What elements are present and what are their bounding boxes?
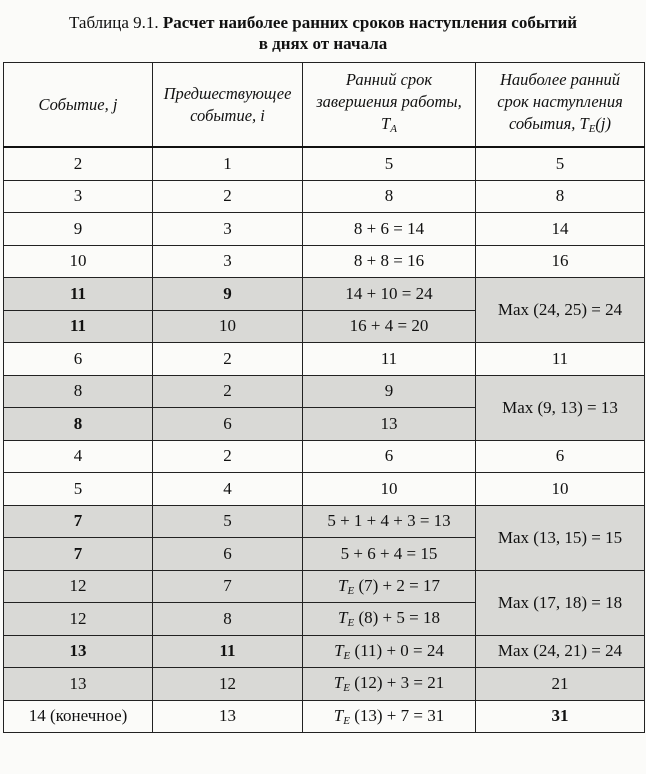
header-row [4, 63, 645, 148]
table-row [4, 668, 645, 701]
table-row [4, 278, 645, 311]
cell-predecessor: 5 [153, 505, 303, 538]
table-row [4, 440, 645, 473]
cell-predecessor: 6 [153, 538, 303, 571]
cell-predecessor: 13 [153, 700, 303, 733]
cell-predecessor: 9 [153, 278, 303, 311]
cell-early-finish: $T_E$ (13) + 7 = 31 [303, 700, 476, 733]
schedule-table [3, 62, 645, 733]
cell-event: 12 [4, 570, 153, 603]
cell-early-finish: 9 [303, 375, 476, 408]
table-row [4, 570, 645, 603]
cell-event: 7 [4, 538, 153, 571]
cell-event: 11 [4, 278, 153, 311]
cell-earliest-time: 31 [476, 700, 645, 733]
cell-predecessor: 8 [153, 603, 303, 636]
header-event: Событие, j [4, 63, 153, 148]
cell-predecessor: 7 [153, 570, 303, 603]
cell-early-finish: 5 + 6 + 4 = 15 [303, 538, 476, 571]
cell-event: 4 [4, 440, 153, 473]
cell-predecessor: 2 [153, 343, 303, 376]
cell-event: 2 [4, 147, 153, 180]
cell-predecessor: 6 [153, 408, 303, 441]
cell-earliest-time: 6 [476, 440, 645, 473]
cell-earliest-time: Max (17, 18) = 18 [476, 570, 645, 635]
cell-early-finish: 10 [303, 473, 476, 506]
cell-earliest-time: 16 [476, 245, 645, 278]
cell-event: 13 [4, 635, 153, 668]
cell-early-finish: 5 [303, 147, 476, 180]
header-predecessor: Предшествующее событие, i [153, 63, 303, 148]
table-row [4, 635, 645, 668]
cell-earliest-time: 14 [476, 213, 645, 246]
table-row [4, 473, 645, 506]
cell-early-finish: 8 + 6 = 14 [303, 213, 476, 246]
cell-predecessor: 2 [153, 375, 303, 408]
cell-event: 11 [4, 310, 153, 343]
cell-predecessor: 12 [153, 668, 303, 701]
table-row [4, 505, 645, 538]
cell-predecessor: 10 [153, 310, 303, 343]
table-row [4, 213, 645, 246]
cell-early-finish: 8 [303, 180, 476, 213]
cell-predecessor: 3 [153, 245, 303, 278]
cell-early-finish: 6 [303, 440, 476, 473]
cell-early-finish: 16 + 4 = 20 [303, 310, 476, 343]
cell-early-finish: $T_E$ (8) + 5 = 18 [303, 603, 476, 636]
table-row [4, 375, 645, 408]
cell-predecessor: 11 [153, 635, 303, 668]
table-row [4, 343, 645, 376]
cell-event: 6 [4, 343, 153, 376]
cell-early-finish: 11 [303, 343, 476, 376]
table-row [4, 147, 645, 180]
cell-earliest-time: Max (13, 15) = 15 [476, 505, 645, 570]
cell-event: 8 [4, 375, 153, 408]
cell-early-finish: $T_E$ (11) + 0 = 24 [303, 635, 476, 668]
cell-event: 5 [4, 473, 153, 506]
cell-earliest-time: Max (9, 13) = 13 [476, 375, 645, 440]
cell-earliest-time: 8 [476, 180, 645, 213]
cell-predecessor: 1 [153, 147, 303, 180]
cell-early-finish: 13 [303, 408, 476, 441]
cell-early-finish: 14 + 10 = 24 [303, 278, 476, 311]
caption-prefix: Таблица 9.1. [68, 13, 159, 32]
cell-early-finish: $T_E$ (7) + 2 = 17 [303, 570, 476, 603]
caption-title-line2: в днях от начала [258, 34, 388, 53]
cell-predecessor: 2 [153, 440, 303, 473]
cell-earliest-time: 11 [476, 343, 645, 376]
cell-event: 8 [4, 408, 153, 441]
cell-event: 12 [4, 603, 153, 636]
cell-event: 7 [4, 505, 153, 538]
table-row [4, 180, 645, 213]
cell-early-finish: $T_E$ (12) + 3 = 21 [303, 668, 476, 701]
table-row [4, 700, 645, 733]
cell-earliest-time: 5 [476, 147, 645, 180]
table-row [4, 245, 645, 278]
cell-event: 13 [4, 668, 153, 701]
cell-earliest-time: 21 [476, 668, 645, 701]
header-earliest-event-time: Наиболее ранний срок наступления события, $T_E(j)$ [476, 63, 645, 148]
cell-early-finish: 5 + 1 + 4 + 3 = 13 [303, 505, 476, 538]
cell-event: 10 [4, 245, 153, 278]
cell-event: 3 [4, 180, 153, 213]
header-early-finish: Ранний срок завершения работы, $T_A$ [303, 63, 476, 148]
cell-early-finish: 8 + 8 = 16 [303, 245, 476, 278]
cell-predecessor: 2 [153, 180, 303, 213]
cell-earliest-time: Max (24, 25) = 24 [476, 278, 645, 343]
cell-earliest-time: Max (24, 21) = 24 [476, 635, 645, 668]
cell-predecessor: 3 [153, 213, 303, 246]
cell-event: 14 (конечное) [4, 700, 153, 733]
cell-predecessor: 4 [153, 473, 303, 506]
cell-event: 9 [4, 213, 153, 246]
table-caption [0, 12, 646, 54]
cell-earliest-time: 10 [476, 473, 645, 506]
caption-title-line1: Расчет наиболее ранних сроков наступления событий [162, 13, 578, 32]
